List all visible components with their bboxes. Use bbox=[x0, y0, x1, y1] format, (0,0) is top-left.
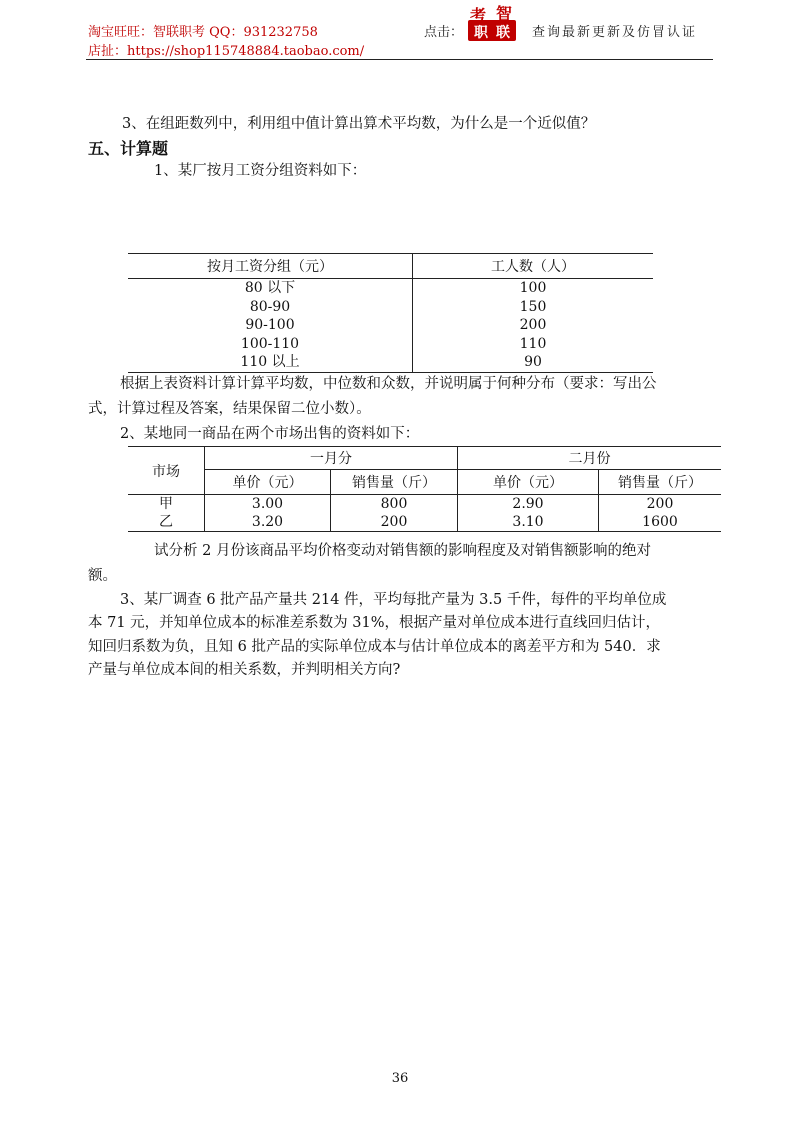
table-row bbox=[128, 279, 653, 298]
worker-count-cell: 150 bbox=[519, 298, 547, 315]
table-header-market: 市场 bbox=[128, 447, 205, 495]
worker-count-cell: 110 bbox=[519, 335, 547, 352]
table-header-january: 一月分 bbox=[205, 447, 458, 470]
wage-group-cell: 100-110 bbox=[128, 335, 413, 354]
header-contact-line: 淘宝旺旺：智联职考 QQ：931232758 bbox=[88, 25, 318, 40]
problem-1-intro: 1、某厂按月工资分组资料如下： bbox=[154, 163, 367, 179]
feb-volume-cell: 200 bbox=[599, 495, 722, 514]
wage-group-cell: 80 以下 bbox=[128, 279, 413, 298]
table-row bbox=[128, 335, 653, 354]
wage-group-cell: 80-90 bbox=[128, 298, 413, 317]
svg-text:考: 考 bbox=[469, 6, 487, 25]
page-number: 36 bbox=[391, 1071, 409, 1086]
market-name-cell: 甲 bbox=[159, 496, 173, 512]
table-row bbox=[128, 513, 721, 532]
jan-volume-cell: 800 bbox=[331, 495, 458, 514]
problem-3-line2: 本 71 元，并知单位成本的标准差系数为 31%，根据产量对单位成本进行直线回归估计， bbox=[88, 615, 661, 631]
problem-1-question-line1: 根据上表资料计算计算平均数，中位数和众数，并说明属于何种分布（要求：写出公 bbox=[120, 376, 657, 392]
jan-volume-cell: 200 bbox=[331, 513, 458, 532]
worker-count-cell: 100 bbox=[519, 280, 547, 297]
section-heading-calculation: 五、计算题 bbox=[88, 139, 169, 158]
problem-2-question-line2: 额。 bbox=[88, 568, 117, 584]
problem-3-line1: 3、某厂调查 6 批产品产量共 214 件，平均每批产量为 3.5 千件，每件的平均单位成 bbox=[120, 592, 667, 608]
feb-price-cell: 2.90 bbox=[458, 495, 599, 514]
problem-2-question-line1: 试分析 2 月份该商品平均价格变动对销售额的影响程度及对销售额影响的绝对 bbox=[154, 543, 651, 559]
table-subheader-feb-volume: 销售量（斤） bbox=[599, 470, 722, 495]
problem-3-line4: 产量与单位成本间的相关系数，并判明相关方向? bbox=[88, 662, 401, 678]
table-header-february: 二月份 bbox=[458, 447, 722, 470]
svg-text:职: 职 bbox=[474, 25, 488, 41]
table-row bbox=[128, 316, 653, 335]
worker-count-cell: 200 bbox=[519, 317, 547, 334]
svg-text:智: 智 bbox=[495, 5, 513, 23]
feb-volume-cell: 1600 bbox=[599, 513, 722, 532]
wage-group-cell: 90-100 bbox=[128, 316, 413, 335]
problem-2-intro: 2、某地同一商品在两个市场出售的资料如下： bbox=[120, 426, 420, 442]
table-subheader-feb-price: 单价（元） bbox=[458, 470, 599, 495]
table-subheader-jan-price: 单价（元） bbox=[205, 470, 331, 495]
table-header-wage-group: 按月工资分组（元） bbox=[128, 254, 413, 279]
table-row bbox=[128, 353, 653, 372]
brand-logo[interactable] bbox=[468, 5, 518, 41]
table-header-worker-count: 工人数（人） bbox=[413, 254, 654, 279]
table-row bbox=[128, 495, 721, 514]
jan-price-cell: 3.20 bbox=[205, 513, 331, 532]
wage-group-cell: 110 以上 bbox=[128, 353, 413, 372]
problem-1-question-line2: 式，计算过程及答案，结果保留二位小数）。 bbox=[88, 401, 371, 417]
problem-3-line3: 知回归系数为负，且知 6 批产品的实际单位成本与估计单位成本的离差平方和为 540．求 bbox=[88, 639, 661, 655]
header-divider bbox=[86, 59, 713, 60]
wage-group-table bbox=[128, 253, 653, 373]
market-sales-table bbox=[128, 446, 721, 532]
header-click-label: 点击： bbox=[424, 25, 464, 40]
header-shop-url[interactable]: 店扯：https://shop115748884.taobao.com/ bbox=[88, 44, 365, 59]
worker-count-cell: 90 bbox=[413, 353, 654, 372]
header-query-link[interactable]: 查询最新更新及仿冒认证 bbox=[532, 25, 698, 40]
question-3-text: 3、在组距数列中，利用组中值计算出算术平均数，为什么是一个近似值？ bbox=[122, 116, 596, 132]
feb-price-cell: 3.10 bbox=[458, 513, 599, 532]
svg-text:联: 联 bbox=[496, 25, 510, 41]
table-row bbox=[128, 298, 653, 317]
market-name-cell: 乙 bbox=[128, 513, 205, 532]
table-subheader-jan-volume: 销售量（斤） bbox=[331, 470, 458, 495]
jan-price-cell: 3.00 bbox=[205, 495, 331, 514]
